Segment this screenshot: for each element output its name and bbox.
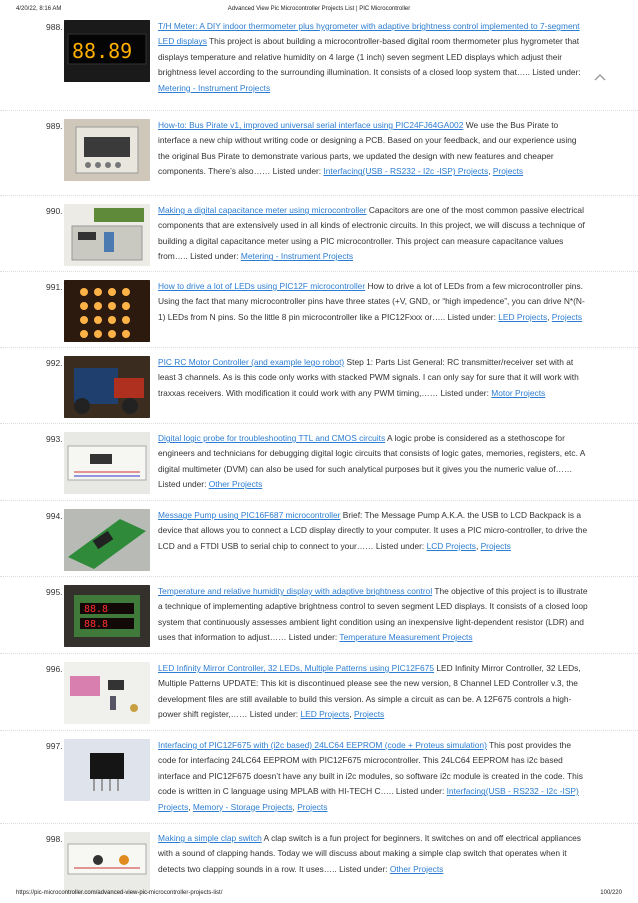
category-link[interactable]: Motor Projects: [491, 387, 546, 398]
item-text: [158, 355, 590, 401]
category-link[interactable]: Other Projects: [208, 479, 263, 490]
item-description: This post provides the code for interfacing 24LC64 EEPROM with PIC12F675 microcontroller. This 24LC64 EEPROM has i2c based interface and PIC12F675 doesn’t have any built in i2c modules, so software i2c module is created in the code. This code is written in C language using MPLAB with HI-TECH C….. Listed under:: [158, 740, 583, 797]
project-title-link[interactable]: Making a simple clap switch: [158, 833, 262, 843]
item-text: LED Infinity Mirror Controller, 32 LEDs, Multiple Patterns using PIC12F675 LED Infinity Mirror Controller, 32 LEDs, Multiple Patterns UPDATE: This kit is discontinued please see the new version, 8 Channel LED Controller v.3, the development files are still available to build this version. As simple a circuit as can be. A 12F675 controls a high-power shift register,…… Listed under: LED Projects, Projects: [158, 663, 581, 720]
item-description: Brief: The Message Pump A.K.A. the USB to LCD Backpack is a device that allows you to connect a LCD display directly to your computer. It uses a PIC micro-controller, to drive the LCD and a FTDI USB to serial chip to connect to your…… Listed under:: [158, 510, 588, 551]
page-url: https://pic-microcontroller.com/advanced-view-pic-microcontroller-projects-list/: [16, 890, 223, 896]
category-link[interactable]: Metering - Instrument Projects: [240, 251, 354, 262]
category-link[interactable]: LCD Projects: [426, 540, 476, 551]
item-description: LED Infinity Mirror Controller, 32 LEDs, Multiple Patterns UPDATE: This kit is discontinued please see the new version, 8 Channel LED Controller v.3, the development files are still available to build this version. As simple a circuit as can be. A 12F675 controls a high-power shift register,…… Listed under:: [158, 663, 581, 720]
list-item: [0, 18, 638, 111]
item-number: 991.: [46, 282, 63, 292]
item-number: 988.: [46, 22, 63, 32]
item-number: 996.: [46, 664, 63, 674]
item-description: Capacitors are one of the most common passive electrical components that are extensively used in all kinds of electronic circuits. In this project, we will discuss a technique of building a digital capacitance meter using a PIC microcontroller. This project can measure capacitance values from….. Listed under:: [158, 205, 585, 262]
item-text: Interfacing of PIC12F675 with (i2c based) 24LC64 EEPROM (code + Proteus simulation) This post provides the code for interfacing 24LC64 EEPROM with PIC12F675 microcontroller. This 24LC64 EEPROM has i2c based interface and PIC12F675 doesn’t have any built in i2c modules, so software i2c module is created in the code. This code is written in C language using MPLAB with HI-TECH C….. Listed under: Interfacing(USB - RS232 - I2c -ISP) Projects, Memory - Storage Projects, Projects: [158, 740, 583, 812]
category-link[interactable]: Projects: [480, 540, 511, 551]
item-text: How to drive a lot of LEDs using PIC12F microcontroller How to drive a lot of LEDs from a few microcontroller pins. Using the fact that many microcontroller pins have three states (+V, GND, or “high impedence”, you can drive N*(N-1) LEDs from N pins. So the little 8 pin microcontroller like a PIC12Fxxx or….. Listed under: LED Projects, Projects: [158, 281, 585, 322]
item-number: 995.: [46, 587, 63, 597]
list-item: [0, 196, 638, 272]
project-title-link[interactable]: Temperature and relative humidity display with adaptive brightness control: [158, 586, 433, 596]
list-item: [0, 424, 638, 501]
list-item: [0, 577, 638, 654]
project-title-link[interactable]: PIC RC Motor Controller (and example lego robot): [158, 357, 345, 367]
project-thumbnail[interactable]: [64, 20, 150, 82]
category-link[interactable]: LED Projects: [498, 311, 548, 322]
svg-text:88.89: 88.89: [72, 39, 133, 63]
item-description: A clap switch is a fun project for beginners. It switches on and off electrical appliances with a sound of clapping hands. Today we will discuss about making a simple clap switch that operates when it detects two clapping sounds in a row. It uses….. Listed under:: [158, 833, 581, 874]
project-title-link[interactable]: Message Pump using PIC16F687 microcontroller: [158, 510, 341, 520]
item-number: 997.: [46, 741, 63, 751]
item-number: 998.: [46, 834, 63, 844]
list-item: [0, 111, 638, 196]
list-item: [0, 824, 638, 886]
item-description: This project is about building a microcontroller-based digital room thermometer plus hygrometer that displays temperature and relative humidity on 4 large (1 inch) seven segment LED displays which adjust their brightness level according to the surrounding illumination. It consists of a closed loop system that….. Listed under:: [158, 36, 581, 78]
project-title-link[interactable]: How to drive a lot of LEDs using PIC12F microcontroller: [158, 281, 366, 291]
project-thumbnail[interactable]: [64, 662, 150, 724]
project-thumbnail[interactable]: [64, 432, 150, 494]
category-link[interactable]: Metering - Instrument Projects: [158, 82, 271, 93]
list-item: [0, 654, 638, 731]
item-number: 989.: [46, 121, 63, 131]
item-text: [158, 19, 590, 96]
project-list: [0, 18, 638, 886]
item-text: Message Pump using PIC16F687 microcontroller Brief: The Message Pump A.K.A. the USB to LCD Backpack is a device that allows you to connect a LCD display directly to your computer. It uses a PIC micro-controller, to drive the LCD and a FTDI USB to serial chip to connect to your…… Listed under: LCD Projects, Projects: [158, 510, 588, 551]
chevron-up-icon[interactable]: [593, 72, 607, 84]
category-link[interactable]: Memory - Storage Projects: [192, 801, 293, 812]
category-link[interactable]: Temperature Measurement Projects: [339, 632, 473, 643]
item-text: [158, 203, 590, 265]
item-number: 992.: [46, 358, 63, 368]
svg-text:88.8: 88.8: [84, 604, 109, 615]
project-thumbnail[interactable]: [64, 119, 150, 181]
page-number: 100/220: [600, 890, 622, 896]
item-text: [158, 831, 590, 877]
item-number: 994.: [46, 511, 63, 521]
project-thumbnail[interactable]: [64, 204, 150, 266]
category-link[interactable]: Interfacing(USB - RS232 - I2c -ISP) Projects: [158, 786, 579, 812]
project-thumbnail[interactable]: [64, 739, 150, 801]
project-thumbnail[interactable]: [64, 832, 150, 894]
list-item: [0, 272, 638, 348]
item-description: How to drive a lot of LEDs from a few microcontroller pins. Using the fact that many microcontroller pins have three states (+V, GND, or “high impedence”, you can drive N*(N-1) LEDs from N pins. So the little 8 pin microcontroller like a PIC12Fxxx or….. Listed under:: [158, 281, 585, 322]
category-link[interactable]: Projects: [551, 311, 583, 322]
item-description: We use the Bus Pirate to interface a new chip without writing code or designing a PCB. Based on your feedback, and our experience using the original Bus Pirate to demonstrate various parts, we updated the design with new features and cheaper components. There’s also…… Listed under:: [158, 120, 577, 177]
item-text: [158, 584, 590, 646]
project-title-link[interactable]: Digital logic probe for troubleshooting TTL and CMOS circuits: [158, 433, 386, 443]
item-description: The objective of this project is to illustrate a technique of implementing adaptive brightness control to seven segment LED displays. It consists of a closed loop system that continuously assesses ambient light condition using an inexpensive light-dependent resistor (LDR) and uses that information to adjust…… Listed under:: [158, 586, 588, 643]
category-link[interactable]: Other Projects: [389, 863, 444, 874]
list-item: [0, 501, 638, 577]
category-link[interactable]: Projects: [297, 801, 328, 812]
project-title-link[interactable]: Making a digital capacitance meter using microcontroller: [158, 205, 367, 215]
item-description: Step 1: Parts List General: RC transmitter/receiver set with at least 3 channels. As is this code only works with stacked PWM signals. I can only say for sure that it will work with traxxas receivers. With modification it could work with any PWM timing,…… Listed under:: [158, 357, 579, 398]
project-title-link[interactable]: LED Infinity Mirror Controller, 32 LEDs, Multiple Patterns using PIC12F675: [158, 663, 435, 673]
list-item: [0, 731, 638, 824]
item-text: How-to: Bus Pirate v1, improved universal serial interface using PIC24FJ64GA002 We use the Bus Pirate to interface a new chip without writing code or designing a PCB. Based on your feedback, and our experience using the original Bus Pirate to demonstrate various parts, we updated the design with new features and cheaper components. There’s also…… Listed under: Interfacing(USB - RS232 - I2c -ISP) Projects, Projects: [158, 120, 577, 177]
print-date: 4/20/22, 8:16 AM: [16, 6, 62, 12]
item-description: A logic probe is considered as a stethoscope for engineers and technicians for debugging digital logic circuits that consists of logic gates, memories, registers, etc. A digital multimeter (DVM) can also be used for such analytical purposes but it gives you the numeric value of…… Listed under:: [158, 433, 585, 490]
list-item: [0, 348, 638, 424]
project-thumbnail[interactable]: [64, 280, 150, 342]
print-header: [0, 0, 638, 16]
project-thumbnail[interactable]: [64, 585, 150, 647]
item-text: [158, 431, 590, 493]
project-thumbnail[interactable]: [64, 509, 150, 571]
category-link[interactable]: Projects: [492, 166, 524, 177]
svg-text:88.8: 88.8: [84, 619, 109, 630]
item-number: 990.: [46, 206, 63, 216]
project-title-link[interactable]: T/H Meter: A DIY indoor thermometer plus hygrometer with adaptive brightness control implemented to 7-segment LED displays: [158, 21, 580, 47]
item-number: 993.: [46, 434, 63, 444]
category-link[interactable]: Projects: [353, 709, 385, 720]
print-footer: [0, 887, 638, 903]
project-title-link[interactable]: Interfacing of PIC12F675 with (i2c based) 24LC64 EEPROM (code + Proteus simulation): [158, 740, 487, 750]
category-link[interactable]: LED Projects: [300, 709, 350, 720]
project-title-link[interactable]: How-to: Bus Pirate v1, improved universal serial interface using PIC24FJ64GA002: [158, 120, 464, 130]
category-link[interactable]: Interfacing(USB - RS232 - I2c -ISP) Projects: [323, 166, 489, 177]
print-title: Advanced View Pic Microcontroller Projects List | PIC Microcontroller: [227, 6, 411, 12]
project-thumbnail[interactable]: [64, 356, 150, 418]
